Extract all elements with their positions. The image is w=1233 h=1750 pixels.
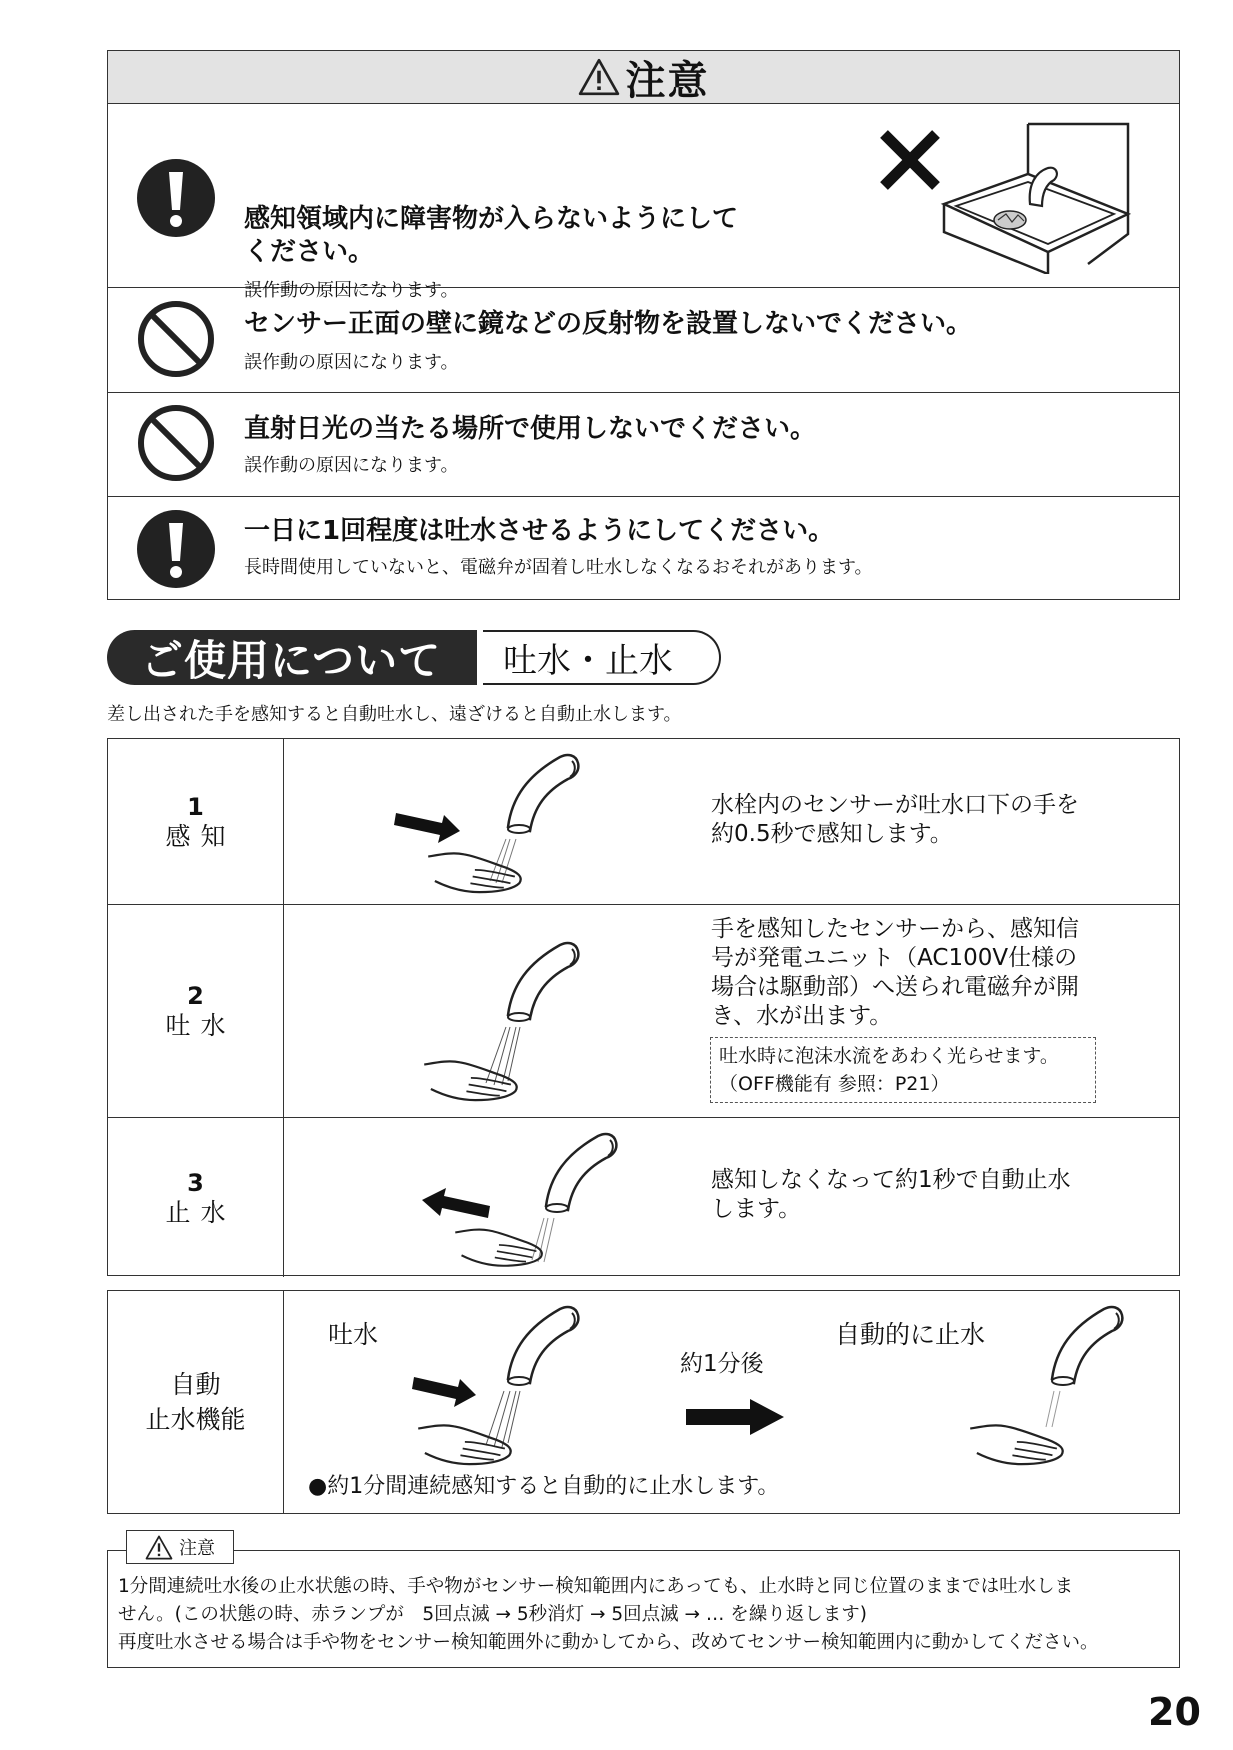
sensing-illustration [388, 743, 608, 903]
caution-main-text: 一日に1回程度は吐水させるようにしてください。 [244, 516, 835, 546]
auto-stop-label: 自動 止水機能 [108, 1291, 284, 1513]
steps-table [107, 738, 1180, 1276]
caution-title: 注意 [625, 57, 710, 104]
caution-main-text: 感知領域内に障害物が入らないようにして ください。 [244, 204, 739, 267]
step-number: 3 [187, 1168, 204, 1197]
caution-header [108, 51, 1179, 104]
caution-row [108, 497, 1179, 597]
caution-sub-text: 誤作動の原因になります。 [244, 352, 459, 373]
auto-stopped-illustration [958, 1297, 1158, 1475]
section-intro: 差し出された手を感知すると自動吐水し、遠ざけると自動止水します。 [107, 704, 682, 725]
notice-tab-label: 注意 [179, 1538, 215, 1559]
x-mark-icon [884, 134, 936, 186]
light-note-box: 吐水時に泡沫水流をあわく光らせます。 （OFF機能有 参照：P21） [710, 1037, 1096, 1103]
caution-table [107, 50, 1180, 600]
step-description: 水栓内のセンサーが吐水口下の手を 約0.5秒で感知します。 [711, 792, 1079, 847]
notice-tab [126, 1530, 234, 1564]
section-title: ご使用について [107, 630, 477, 685]
step-number: 1 [187, 792, 204, 821]
step-label [108, 1118, 284, 1277]
stop-water-illustration [358, 1122, 618, 1272]
caution-row [108, 104, 1179, 301]
water-on-illustration [398, 1297, 598, 1475]
step-description: 手を感知したセンサーから、感知信 号が発電ユニット（AC100V仕様の 場合は駆動部）へ送られ電磁弁が開 き、水が出ます。 [711, 916, 1079, 1029]
auto-stop-caption: 自動的に止水 [835, 1320, 986, 1349]
step-name: 止水 [165, 1197, 236, 1227]
page-number: 20 [1148, 1690, 1201, 1734]
auto-stop-bullet: ●約1分間連続感知すると自動的に止水します。 [308, 1474, 780, 1499]
step-name: 吐水 [165, 1011, 236, 1040]
caution-main-text: 直射日光の当たる場所で使用しないでください。 [244, 414, 817, 444]
caution-row [108, 393, 1179, 497]
section-subtitle: 吐水・止水 [483, 630, 721, 685]
water-on-caption: 吐水 [328, 1320, 379, 1349]
step-label [108, 739, 284, 904]
arrow-right-icon [412, 1377, 476, 1407]
step-label [108, 905, 284, 1117]
exclamation-icon [136, 509, 216, 589]
arrow-left-icon [422, 1188, 490, 1218]
water-flow-illustration [408, 935, 608, 1115]
step-row [108, 1118, 1179, 1277]
step-row [108, 739, 1179, 905]
arrow-right-icon [394, 813, 460, 843]
caution-row [108, 288, 1179, 393]
section-header [107, 630, 727, 685]
step-description: 感知しなくなって約1秒で自動止水 します。 [711, 1167, 1071, 1222]
step-row [108, 905, 1179, 1118]
step-number: 2 [187, 982, 204, 1010]
warning-icon [578, 58, 620, 96]
caution-sub-text: 誤作動の原因になります。 [244, 455, 459, 476]
caution-sub-text: 誤作動の原因になります。 [244, 280, 459, 301]
step-name: 感知 [165, 821, 236, 851]
arrow-right-icon [686, 1397, 786, 1437]
notice-box [107, 1538, 1180, 1668]
prohibited-icon [136, 299, 216, 379]
exclamation-icon [136, 158, 216, 238]
prohibited-icon [136, 403, 216, 483]
notice-text: 1分間連続吐水後の止水状態の時、手や物がセンサー検知範囲内にあっても、止水時と同じ位置のままでは吐水しま せん。(この状態の時、赤ランプが 5回点滅 → 5秒消灯 → 5回点滅 → … を繰り返します) 再度吐水させる場合は手や物をセンサー検知範囲外に動かしてから、改めてセンサー検知範囲内に動かしてください。 [118, 1576, 1099, 1653]
caution-sub-text: 長時間使用していないと、電磁弁が固着し吐水しなくなるおそれがあります。 [244, 557, 873, 578]
auto-stop-table [107, 1290, 1180, 1514]
sink-illustration [878, 114, 1138, 274]
warning-icon [145, 1535, 173, 1560]
after-one-minute-caption: 約1分後 [680, 1351, 764, 1377]
caution-main-text: センサー正面の壁に鏡などの反射物を設置しないでください。 [244, 309, 973, 339]
